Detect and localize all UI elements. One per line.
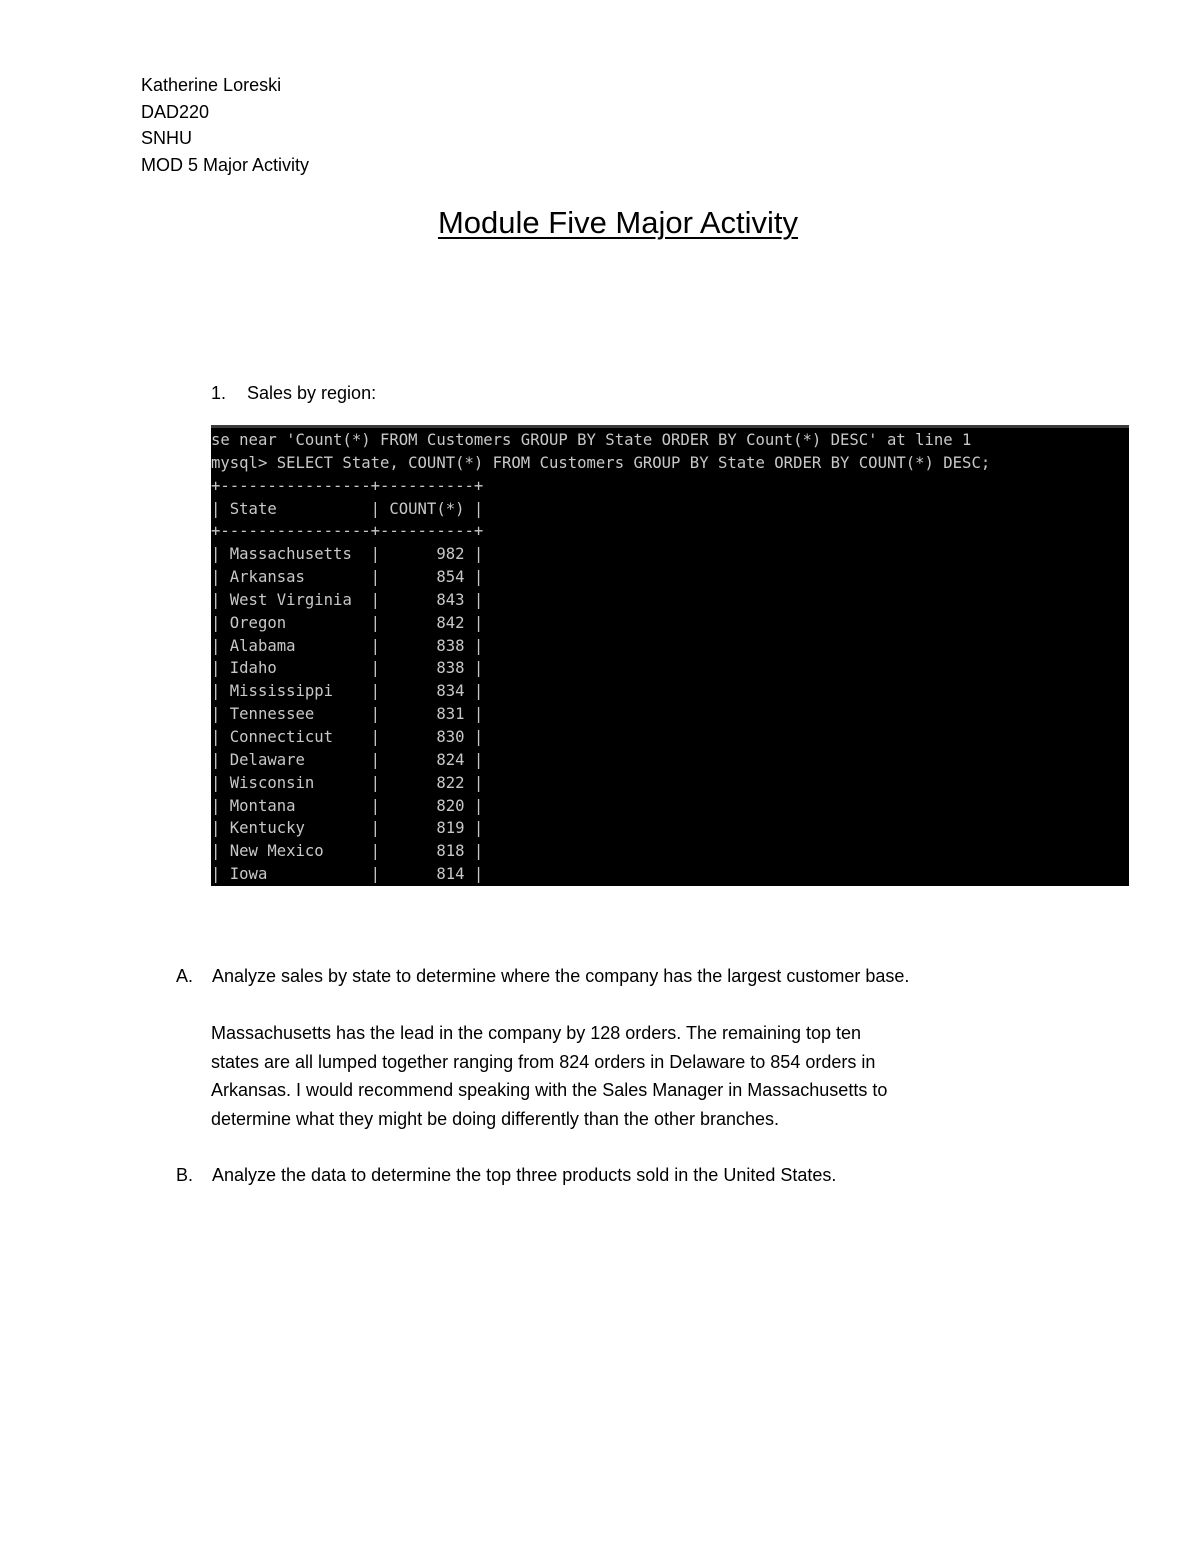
state-cell: Connecticut	[229, 727, 334, 746]
table-border-top: +----------------+----------+	[211, 476, 484, 495]
list-number: 1.	[211, 383, 227, 403]
count-cell: 830	[436, 727, 465, 746]
count-cell: 824	[436, 750, 465, 769]
table-row: | Arkansas | 854 |	[211, 568, 484, 587]
state-cell: Oregon	[229, 613, 287, 632]
answer-line: states are all lumped together ranging from 824 orders in Delaware to 854 orders in	[211, 1051, 876, 1072]
count-cell: 843	[436, 590, 465, 609]
count-cell: 822	[436, 773, 465, 792]
terminal-error-line: se near 'Count(*) FROM Customers GROUP BY State ORDER BY Count(*) DESC' at line 1	[211, 431, 972, 449]
state-cell: Alabama	[229, 636, 296, 655]
state-cell: Kentucky	[229, 819, 305, 838]
table-header-row: | State | COUNT(*) |	[211, 499, 484, 518]
list-item-label: Sales by region:	[247, 383, 377, 403]
table-row: | Oregon | 842 |	[211, 613, 484, 632]
answer-line: determine what they might be doing differently than the other branches.	[211, 1108, 780, 1129]
question-text: Analyze sales by state to determine where the company has the largest customer base.	[212, 966, 910, 986]
section-a-answer	[211, 1019, 887, 1133]
count-cell: 820	[436, 796, 465, 815]
state-cell: Iowa	[229, 865, 268, 884]
course-code: DAD220	[141, 101, 210, 122]
count-cell: 838	[436, 659, 465, 678]
state-cell: Idaho	[229, 659, 277, 678]
table-body	[211, 543, 1129, 886]
state-cell: Massachusetts	[229, 545, 352, 564]
author-name: Katherine Loreski	[141, 75, 282, 95]
count-cell: 834	[436, 682, 465, 701]
state-cell: Delaware	[229, 750, 305, 769]
count-cell: 814	[436, 865, 465, 884]
table-row: | West Virginia | 843 |	[211, 590, 484, 609]
count-cell: 842	[436, 613, 465, 632]
count-cell: 854	[436, 568, 465, 587]
state-cell: Arkansas	[229, 568, 305, 587]
table-row: | Delaware | 824 |	[211, 750, 484, 769]
table-row: | New Mexico | 818 |	[211, 842, 484, 861]
table-border-mid: +----------------+----------+	[211, 522, 484, 541]
answer-line: Arkansas. I would recommend speaking with the Sales Manager in Massachusetts to	[211, 1080, 888, 1101]
table-row: | Wisconsin | 822 |	[211, 773, 484, 792]
table-row: | Tennessee | 831 |	[211, 705, 484, 724]
state-cell: New Mexico	[229, 842, 324, 861]
table-row: | Idaho | 838 |	[211, 659, 484, 678]
terminal-screenshot	[211, 425, 1129, 886]
count-cell: 818	[436, 842, 465, 861]
count-cell: 819	[436, 819, 465, 838]
table-row: | Mississippi | 834 |	[211, 682, 484, 701]
answer-line: Massachusetts has the lead in the company by 128 orders. The remaining top ten	[211, 1023, 862, 1043]
state-cell: West Virginia	[229, 590, 352, 609]
state-cell: Tennessee	[229, 705, 315, 724]
question-text: Analyze the data to determine the top three products sold in the United States.	[212, 1165, 837, 1185]
count-cell: 838	[436, 636, 465, 655]
school-name: SNHU	[141, 128, 193, 148]
table-row: | Iowa | 814 |	[211, 865, 484, 884]
table-row: | Kentucky | 819 |	[211, 819, 484, 838]
state-cell: Wisconsin	[229, 773, 315, 792]
section-letter: A.	[176, 966, 194, 986]
state-cell: Montana	[229, 796, 296, 815]
terminal-command-line: mysql> SELECT State, COUNT(*) FROM Customers GROUP BY State ORDER BY COUNT(*) DESC;	[211, 453, 991, 472]
table-row: | Massachusetts | 982 |	[211, 545, 484, 564]
assignment-name: MOD 5 Major Activity	[141, 154, 310, 175]
table-row: | Montana | 820 |	[211, 796, 484, 815]
page-title: Module Five Major Activity	[437, 205, 799, 240]
document-header	[141, 72, 309, 178]
count-cell: 982	[436, 545, 465, 564]
state-cell: Mississippi	[229, 682, 334, 701]
table-row: | Alabama | 838 |	[211, 636, 484, 655]
section-letter: B.	[176, 1165, 194, 1185]
count-cell: 831	[436, 705, 465, 724]
table-row: | Connecticut | 830 |	[211, 727, 484, 746]
